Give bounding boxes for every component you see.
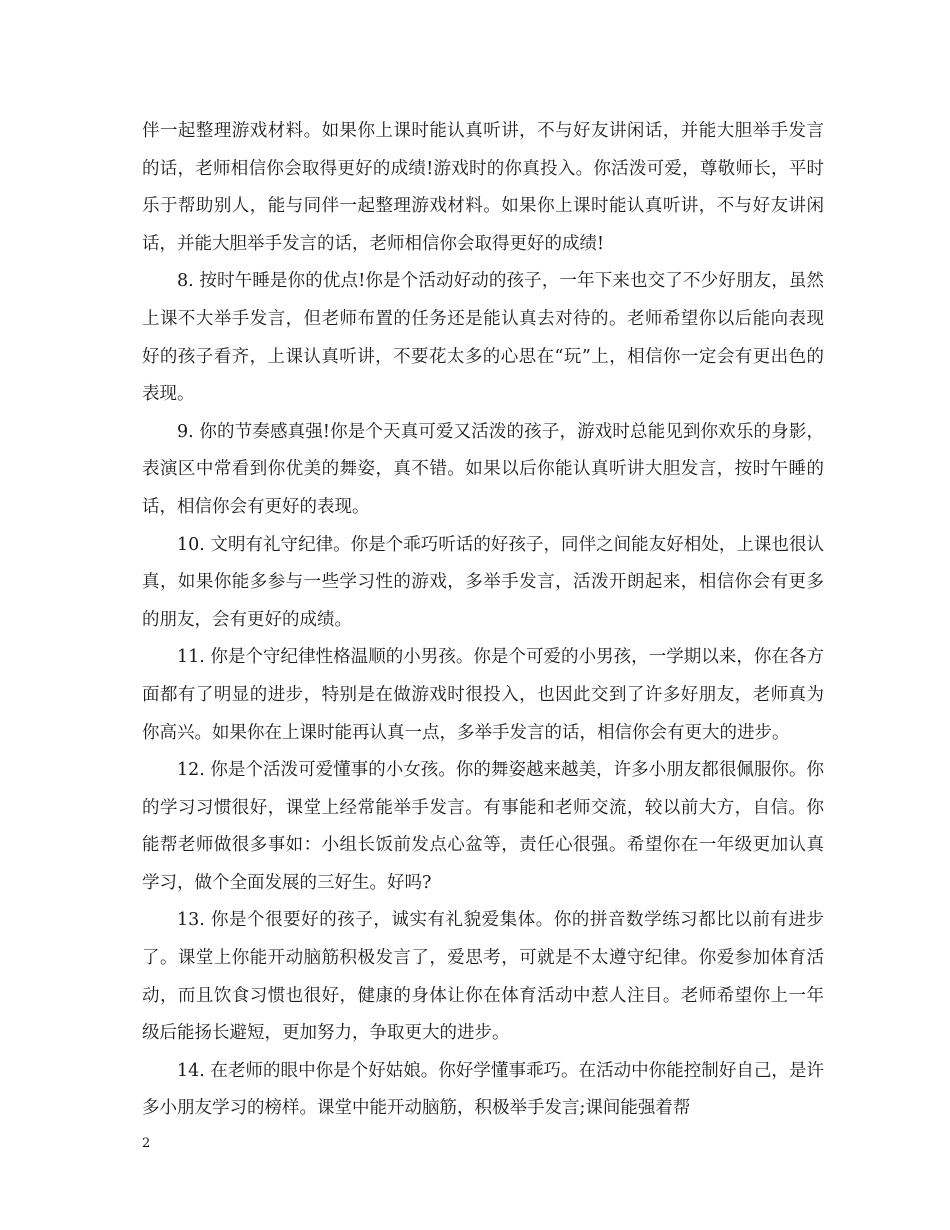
paragraph-item-13: 13. 你是个很要好的孩子，诚实有礼貌爱集体。你的拼音数学练习都比以前有进步了。课堂上你能开动脑筋积极发言了，爱思考，可就是不太遵守纪律。你爱参加体育活动，而且饮食习惯也很好，健康的身体让你在体育活动中惹人注目。老师希望你上一年级后能扬长避短，更加努力，争取更大的进步。 bbox=[142, 910, 824, 1044]
paragraph-item-11: 11. 你是个守纪律性格温顺的小男孩。你是个可爱的小男孩，一学期以来，你在各方面都有了明显的进步，特别是在做游戏时很投入，也因此交到了许多好朋友，老师真为你高兴。如果你在上课时能再认真一点，多举手发言的话，相信你会有更大的进步。 bbox=[142, 647, 824, 743]
paragraph-item-12: 12. 你是个活泼可爱懂事的小女孩。你的舞姿越来越美，许多小朋友都很佩服你。你的学习习惯很好，课堂上经常能举手发言。有事能和老师交流，较以前大方，自信。你能帮老师做很多事如：小组长饭前发点心盆等，责任心很强。希望你在一年级更加认真学习，做个全面发展的三好生。好吗? bbox=[142, 760, 824, 893]
paragraph-item-10: 10. 文明有礼守纪律。你是个乖巧听话的好孩子，同伴之间能友好相处，上课也很认真，如果你能多参与一些学习性的游戏，多举手发言，活泼开朗起来，相信你会有更多的朋友，会有更好的成绩。 bbox=[142, 534, 824, 630]
paragraph-item-14: 14. 在老师的眼中你是个好姑娘。你好学懂事乖巧。在活动中你能控制好自己，是许多小朋友学习的榜样。课堂中能开动脑筋，积极举手发言;课间能强着帮 bbox=[142, 1060, 824, 1119]
paragraph-item-9: 9. 你的节奏感真强!你是个天真可爱又活泼的孩子，游戏时总能见到你欢乐的身影，表演区中常看到你优美的舞姿，真不错。如果以后你能认真听讲大胆发言，按时午睡的话，相信你会有更好的表现。 bbox=[142, 421, 824, 517]
paragraph-continued: 伴一起整理游戏材料。如果你上课时能认真听讲，不与好友讲闲话，并能大胆举手发言的话，老师相信你会取得更好的成绩!游戏时的你真投入。你活泼可爱，尊敬师长，平时乐于帮助别人，能与同伴一起整理游戏材料。如果你上课时能认真听讲，不与好友讲闲话，并能大胆举手发言的话，老师相信你会取得更好的成绩! bbox=[142, 121, 824, 254]
document-body bbox=[142, 113, 824, 1128]
page-number: 2 bbox=[142, 1136, 151, 1151]
paragraph-item-8: 8. 按时午睡是你的优点!你是个活动好动的孩子，一年下来也交了不少好朋友，虽然上课不大举手发言，但老师布置的任务还是能认真去对待的。老师希望你以后能向表现好的孩子看齐，上课认真听讲，不要花太多的心思在“玩”上，相信你一定会有更出色的表现。 bbox=[142, 271, 824, 405]
